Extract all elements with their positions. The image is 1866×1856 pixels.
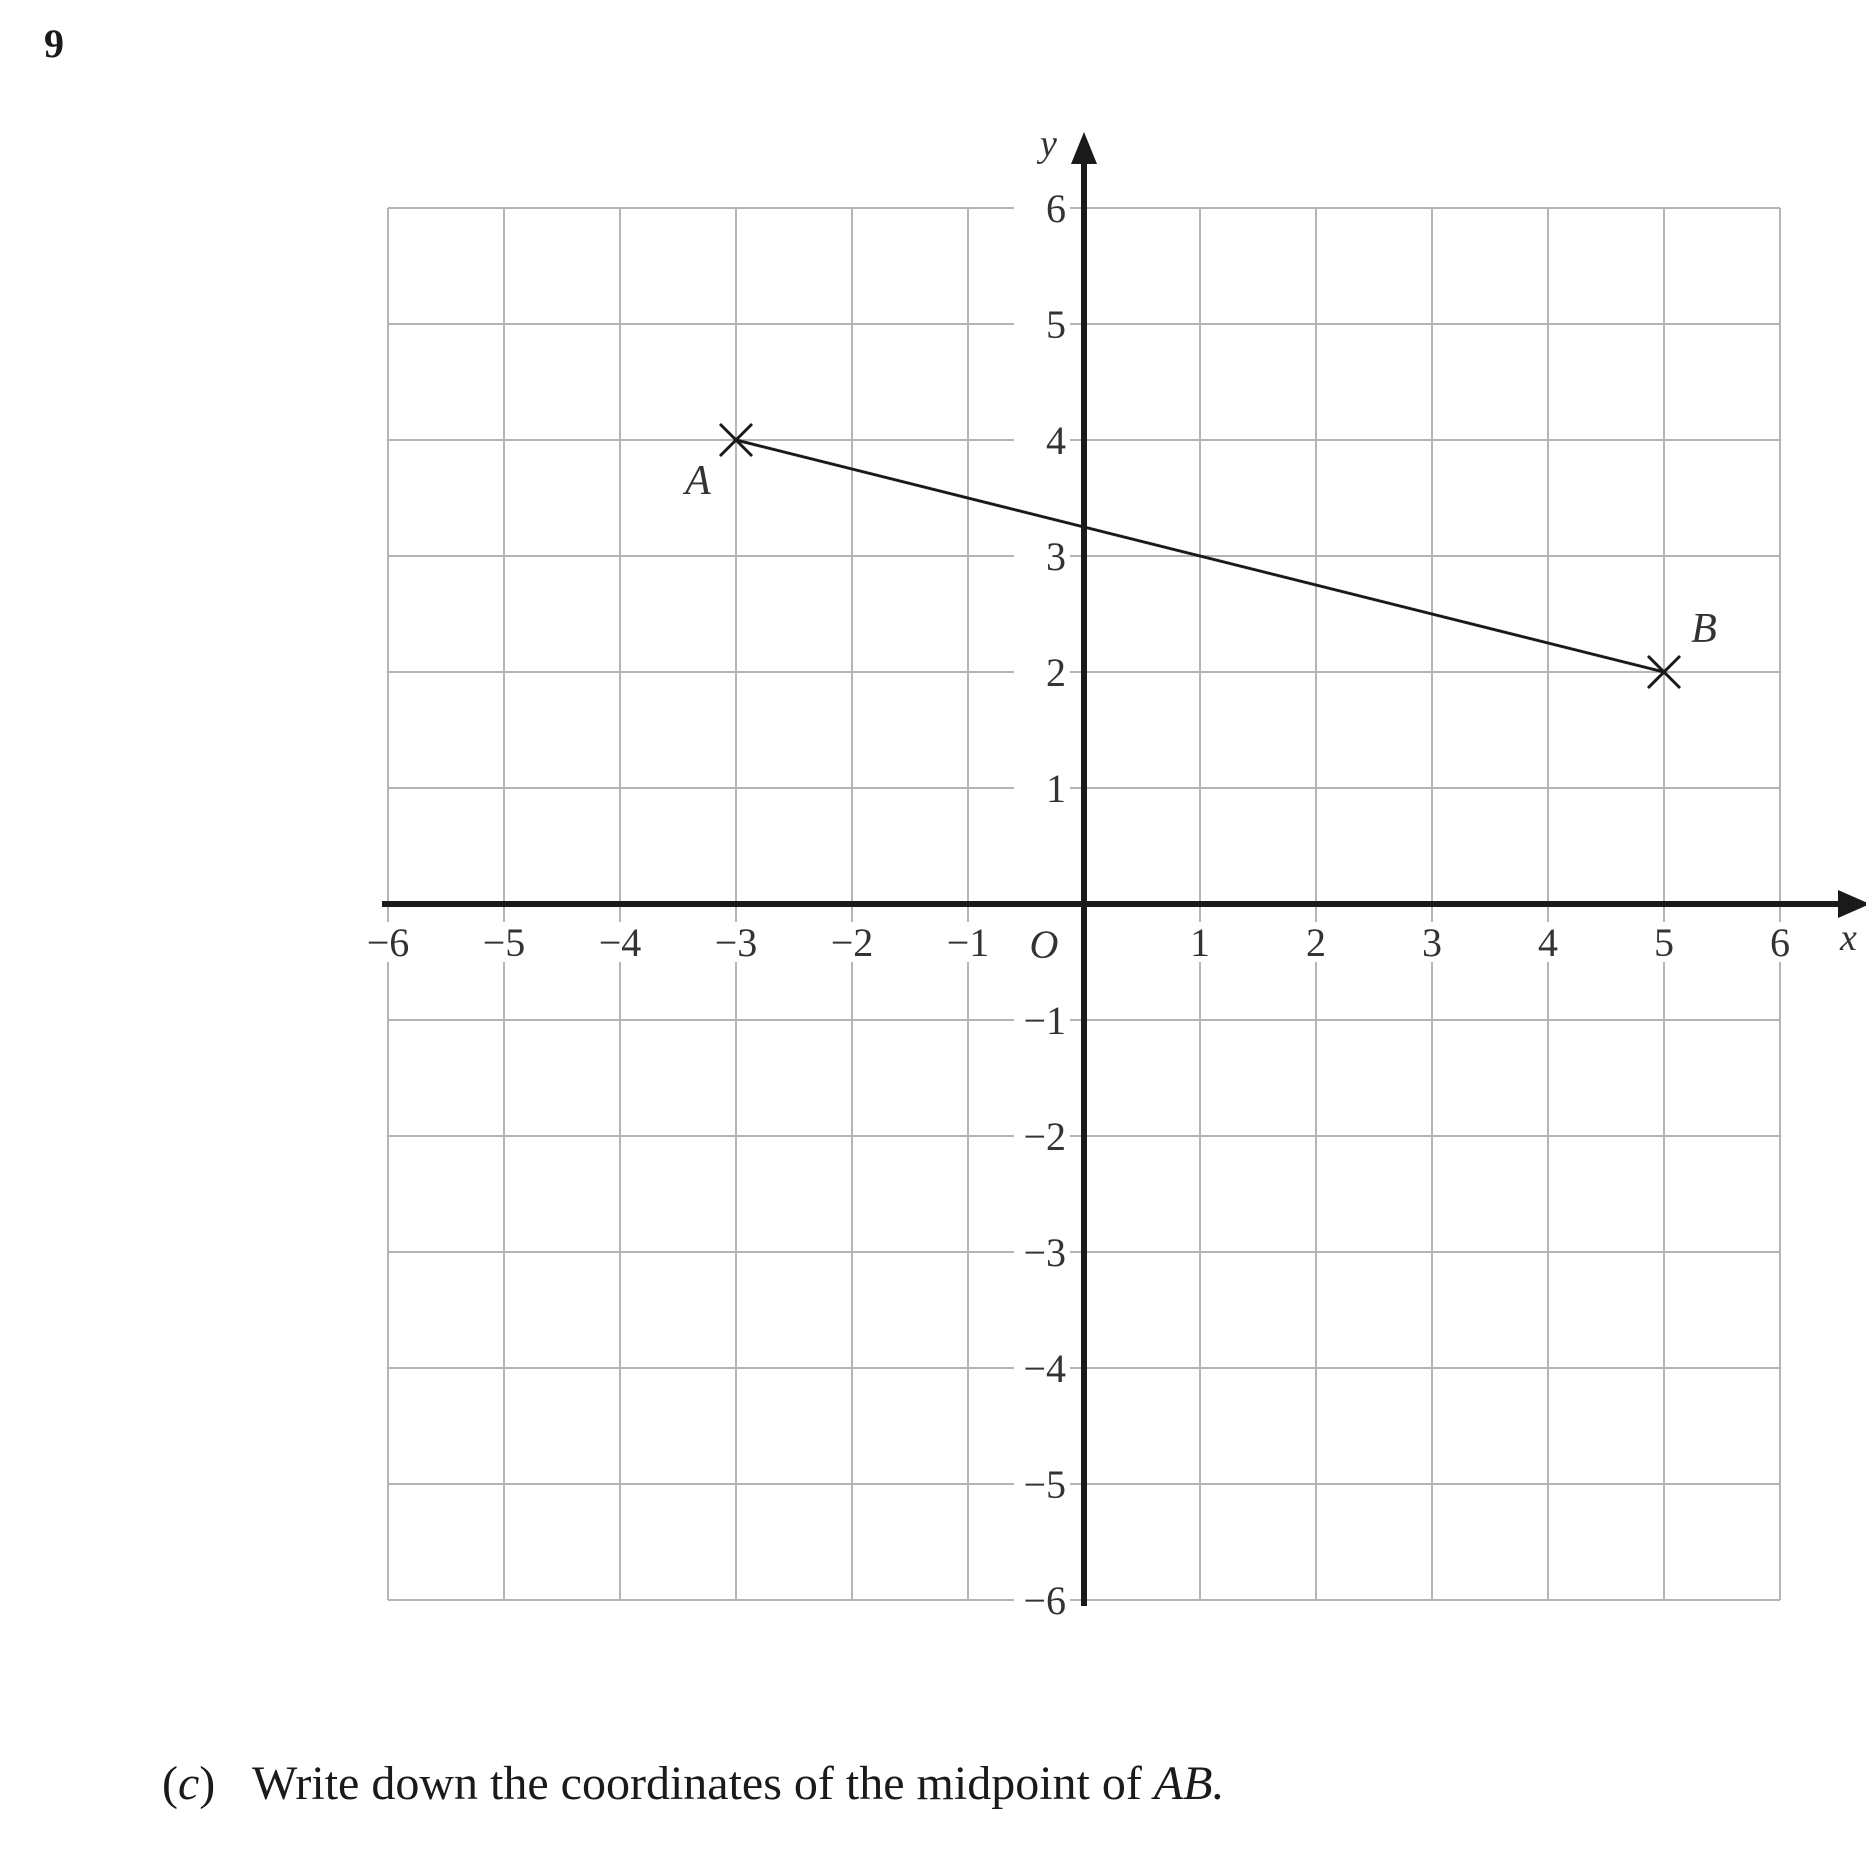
question-number: 9 (44, 21, 64, 66)
tick-labels (364, 123, 1857, 1623)
y-tick-label: 3 (1046, 534, 1066, 579)
y-axis-label: y (1040, 123, 1057, 165)
x-tick-label: 6 (1770, 920, 1790, 965)
x-tick-label: −5 (482, 920, 526, 965)
point-b-label: B (1691, 606, 1717, 652)
y-tick-label: −4 (1023, 1346, 1066, 1391)
part-c-question (162, 1757, 1225, 1810)
x-tick-label: 2 (1306, 920, 1326, 965)
y-tick-label: 5 (1046, 302, 1066, 347)
y-tick-label: −1 (1023, 998, 1066, 1043)
y-tick-label: −5 (1023, 1462, 1066, 1507)
y-tick-label: −6 (1023, 1578, 1066, 1623)
segment-name: AB (1153, 1757, 1213, 1810)
y-tick-label: 2 (1046, 650, 1066, 695)
point-a-label: A (685, 458, 711, 504)
y-tick-label: 6 (1046, 186, 1066, 231)
y-tick-label: −3 (1023, 1230, 1066, 1275)
y-tick-label: −2 (1023, 1114, 1066, 1159)
origin-label: O (1029, 922, 1059, 967)
x-tick-label: 1 (1190, 920, 1210, 965)
x-tick-label: 3 (1422, 920, 1442, 965)
x-axis-arrow (1838, 890, 1866, 918)
x-tick-label: −1 (946, 920, 990, 965)
x-tick-label: −4 (598, 920, 642, 965)
axes (382, 132, 1866, 1606)
y-axis-arrow (1071, 132, 1097, 164)
x-tick-label: 4 (1538, 920, 1558, 965)
x-axis-label: x (1840, 917, 1857, 959)
x-tick-label: −2 (830, 920, 874, 965)
y-tick-label: 4 (1046, 418, 1066, 463)
y-tick-label: 1 (1046, 766, 1066, 811)
x-tick-label: −6 (366, 920, 410, 965)
x-tick-label: 5 (1654, 920, 1674, 965)
part-c-label: (c) (162, 1757, 216, 1810)
part-c-text: Write down the coordinates of the midpoint of (252, 1757, 1154, 1810)
part-c-end: . (1212, 1757, 1225, 1810)
x-tick-label: −3 (714, 920, 758, 965)
